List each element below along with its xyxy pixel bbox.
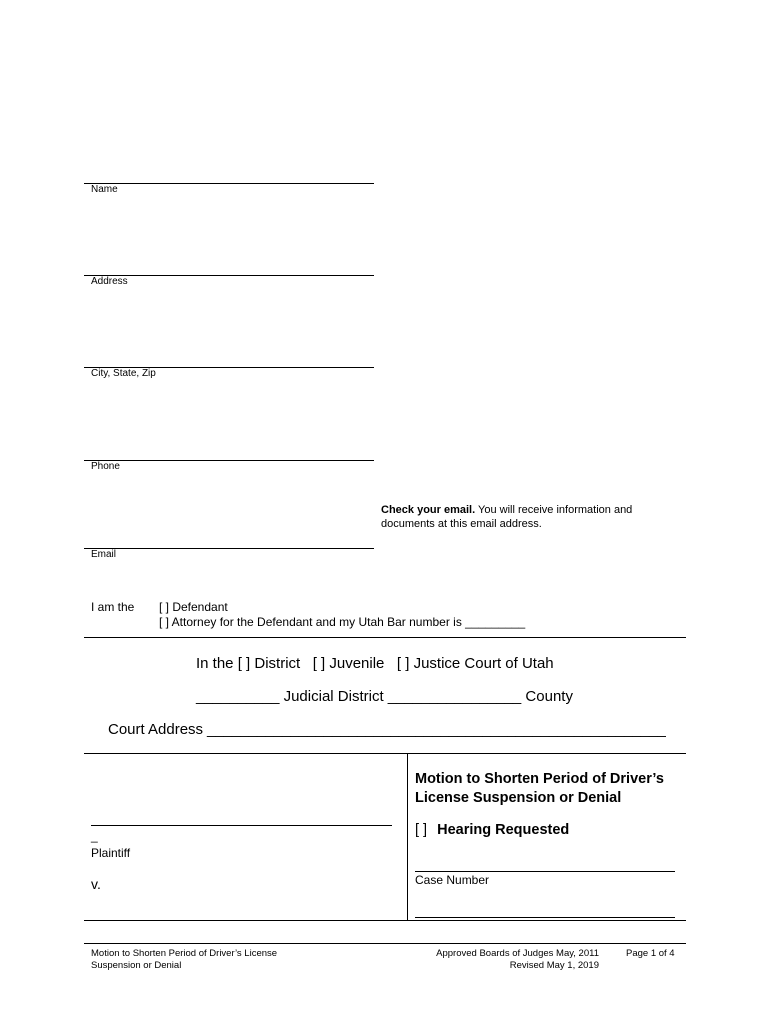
- plaintiff-label: Plaintiff: [91, 846, 131, 860]
- role-option-attorney[interactable]: [ ] Attorney for the Defendant and my Utah Bar number is _________: [159, 615, 526, 629]
- name-line[interactable]: [84, 183, 374, 184]
- email-line[interactable]: [84, 548, 374, 549]
- judicial-district-line[interactable]: __________ Judicial District ________________ County: [196, 688, 573, 705]
- judge-line[interactable]: [415, 917, 675, 918]
- divider-caption-bottom: [84, 920, 686, 921]
- role-label: I am the: [91, 600, 135, 614]
- email-label: Email: [91, 549, 117, 560]
- versus-label: v.: [91, 876, 101, 892]
- phone-label: Phone: [91, 461, 120, 472]
- footer-approval: [400, 948, 599, 972]
- footer-form-title-line2: Suspension or Denial: [91, 960, 182, 971]
- plaintiff-line[interactable]: [91, 825, 392, 826]
- document-title-line1: Motion to Shorten Period of Driver’s: [415, 771, 664, 787]
- email-note-bold: Check your email.: [381, 504, 476, 516]
- plaintiff-blank: _: [91, 829, 98, 843]
- case-number-label: Case Number: [415, 873, 490, 887]
- footer-form-title-line1: Motion to Shorten Period of Driver’s License: [91, 948, 278, 959]
- divider-top: [84, 637, 686, 638]
- case-number-line[interactable]: [415, 871, 675, 872]
- role-option-defendant[interactable]: [ ] Defendant: [159, 600, 228, 614]
- footer-divider: [84, 943, 686, 944]
- hearing-checkbox[interactable]: [ ]: [415, 822, 428, 838]
- divider-caption-top: [84, 753, 686, 754]
- court-type-line[interactable]: In the [ ] District [ ] Juvenile [ ] Justice Court of Utah: [196, 655, 554, 672]
- city-state-zip-label: City, State, Zip: [91, 368, 156, 379]
- court-address-blank[interactable]: _______________________________________________________: [207, 721, 666, 738]
- email-note-rest: You will receive information and: [475, 504, 633, 516]
- caption-vertical-divider: [407, 753, 408, 920]
- footer-form-title: [91, 948, 277, 972]
- email-note-line2: documents at this email address.: [381, 517, 542, 530]
- footer-approved: Approved Boards of Judges May, 2011: [436, 948, 599, 959]
- document-title-line2: License Suspension or Denial: [415, 790, 622, 806]
- footer-page-number: Page 1 of 4: [626, 948, 675, 959]
- document-title: [415, 770, 664, 808]
- hearing-label: Hearing Requested: [437, 822, 570, 838]
- phone-line[interactable]: [84, 460, 374, 461]
- footer-revised: Revised May 1, 2019: [509, 960, 599, 971]
- court-address-label: Court Address: [108, 721, 204, 738]
- address-label: Address: [91, 276, 128, 287]
- hearing-requested[interactable]: [415, 822, 569, 838]
- email-note: [381, 504, 632, 531]
- name-label: Name: [91, 184, 118, 195]
